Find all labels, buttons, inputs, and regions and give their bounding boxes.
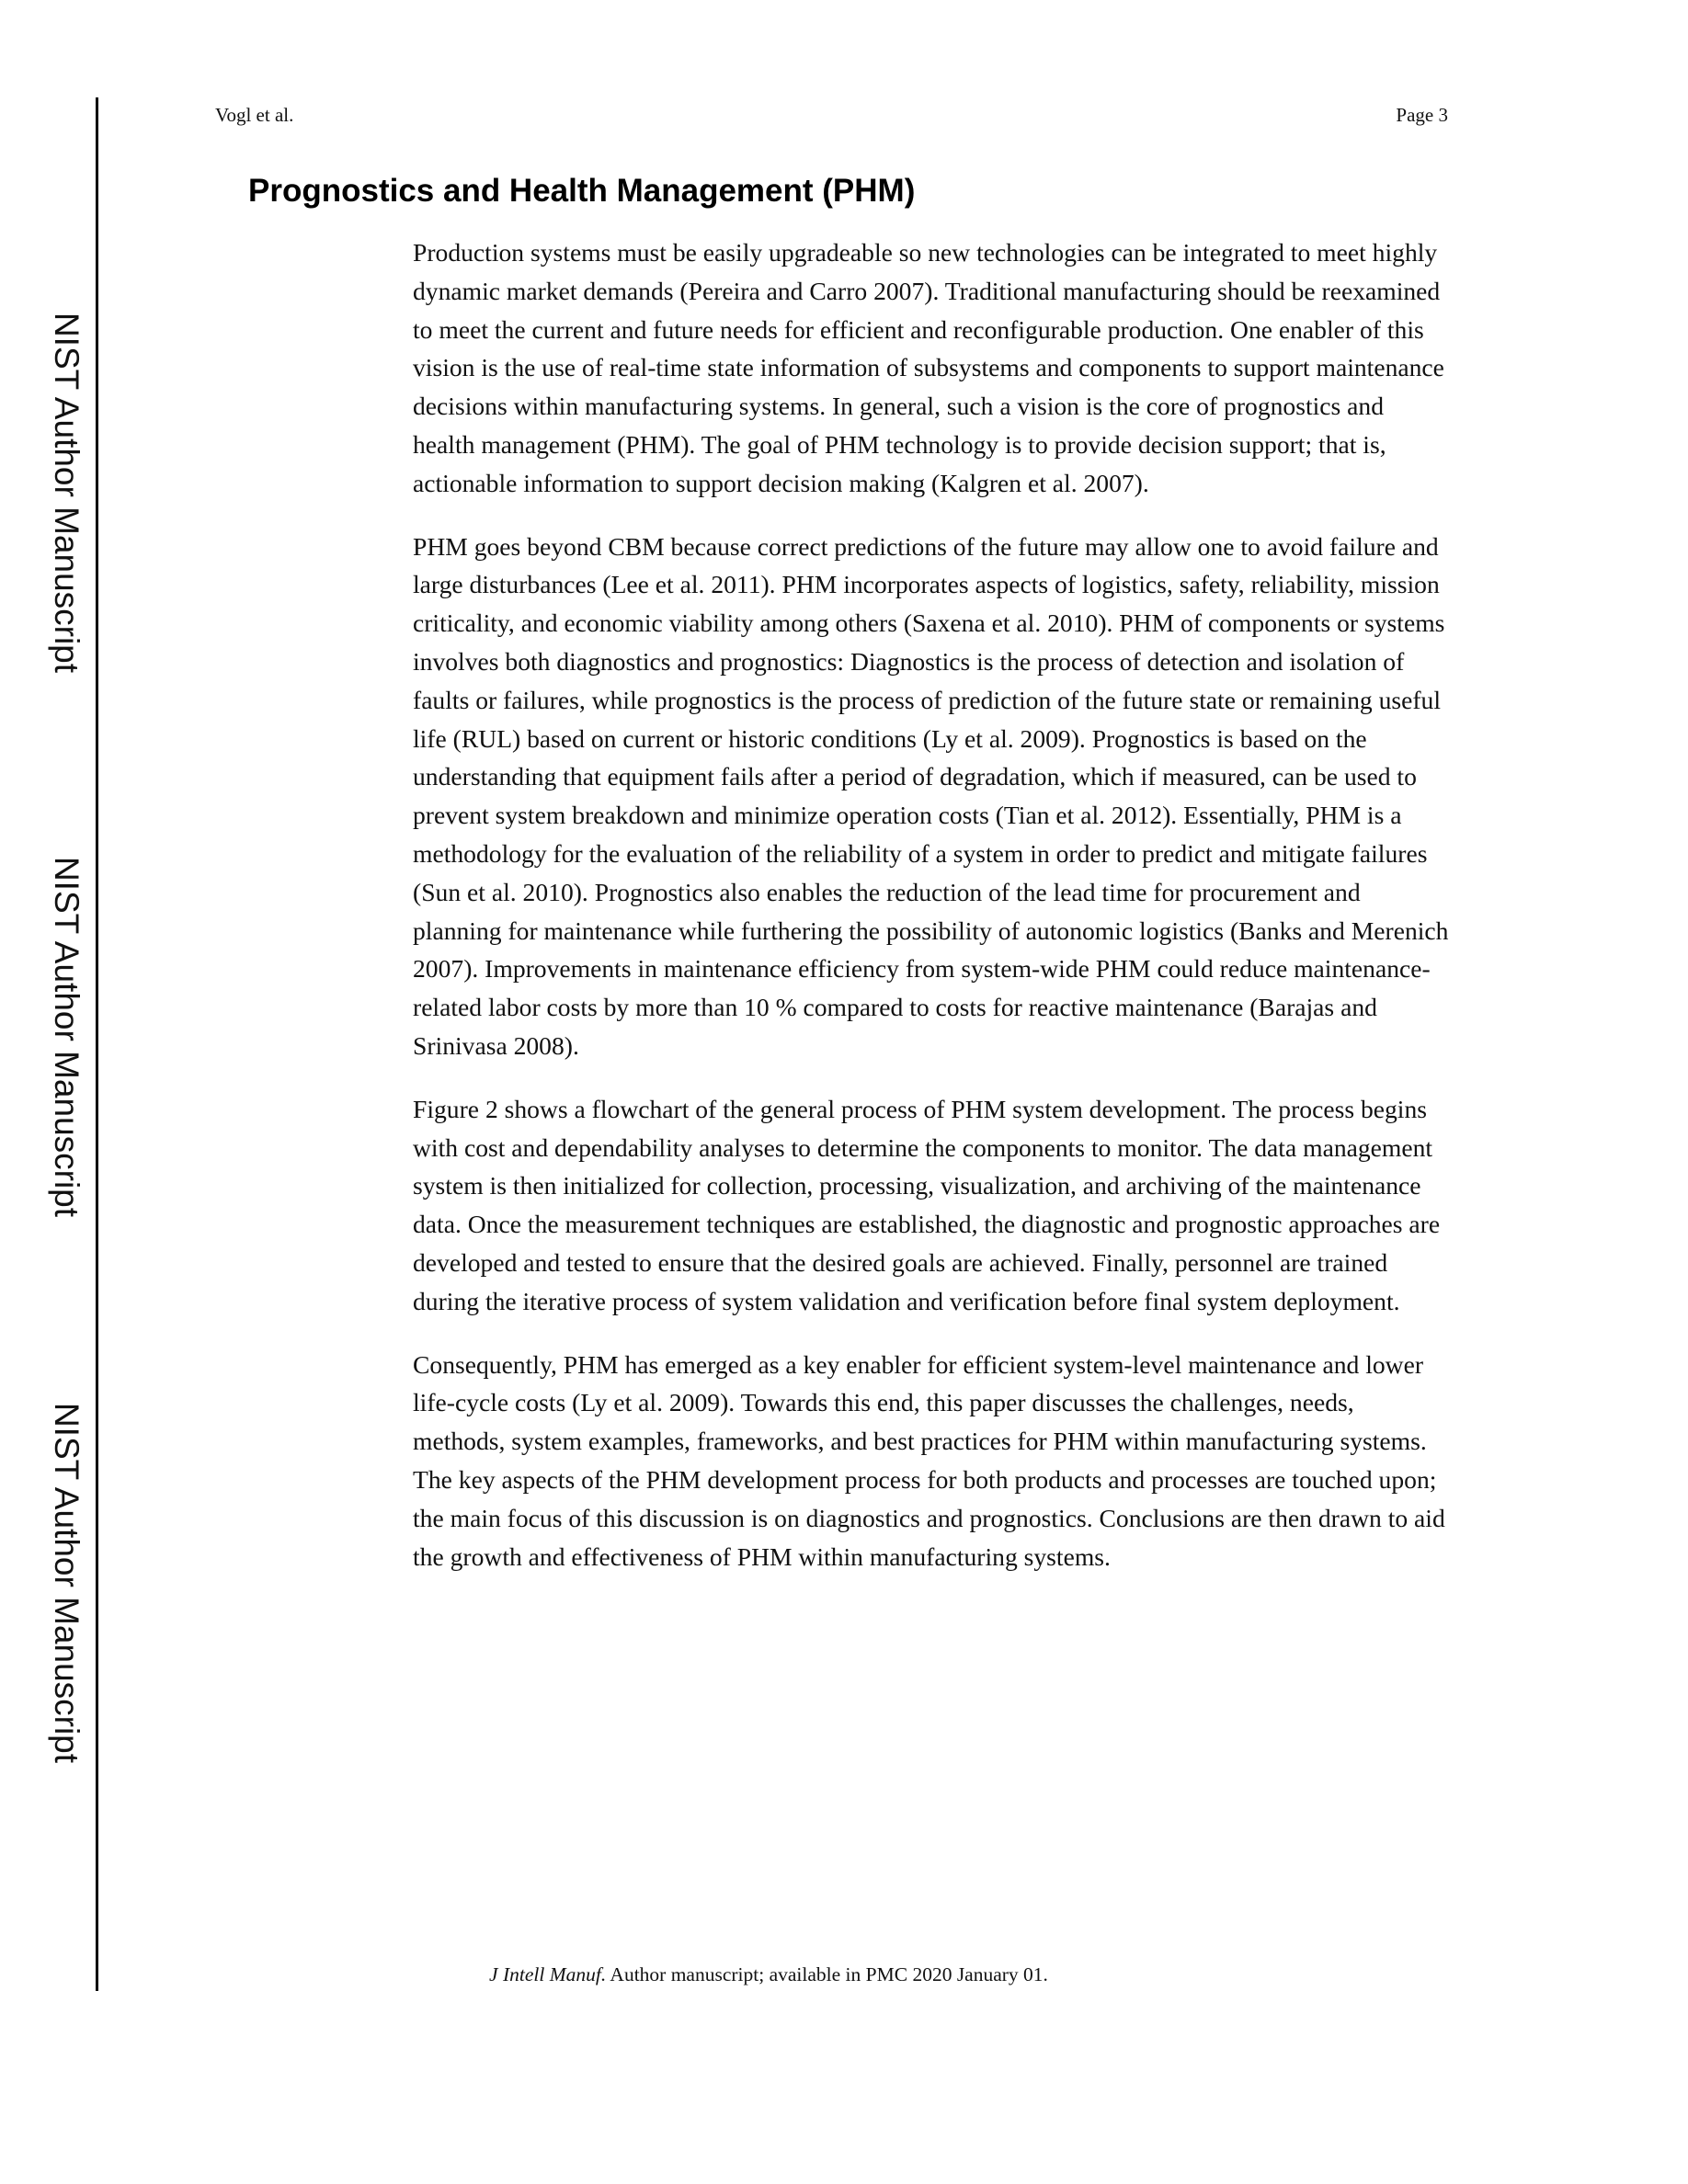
paragraph: Production systems must be easily upgradeable so new technologies can be integrated to meet highly dynamic market demands (Pereira and Carro 2007). Traditional manufacturing should be reexamined to meet the current and future needs for efficient and reconfigurable production. One enabler of this vision is the use of real-time state information of subsystems and components to support maintenance decisions within manufacturing systems. In general, such a vision is the core of prognostics and health management (PHM). The goal of PHM technology is to provide decision support; that is, actionable information to support decision making (Kalgren et al. 2007). xyxy=(413,238,1444,497)
journal-name: J Intell Manuf. xyxy=(489,1963,607,1985)
sidebar-label-text: NIST Author Manuscript xyxy=(48,856,86,1218)
page-number: Page 3 xyxy=(1396,104,1448,126)
sidebar-label-text: NIST Author Manuscript xyxy=(48,312,86,674)
sidebar-label-text: NIST Author Manuscript xyxy=(48,1402,86,1764)
paragraph: PHM goes beyond CBM because correct predictions of the future may allow one to avoid failure and large disturbances (Lee et al. 2011). PHM incorporates aspects of logistics, safety, reliability, mission criticality, and economic viability among others (Saxena et al. 2010). PHM of components or systems involves both diagnostics and prognostics: Diagnostics is the process of detection and isolation of faults or failures, while prognostics is the process of prediction of the future state or remaining useful life (RUL) based on current or historic conditions (Ly et al. 2009). Prognostics is based on the understanding that equipment fails after a period of degradation, which if measured, can be used to prevent system breakdown and minimize operation costs (Tian et al. 2012). Essentially, PHM is a methodology for the evaluation of the reliability of a system in order to predict and mitigate failures (Sun et al. 2010). Prognostics also enables the reduction of the lead time for procurement and planning for maintenance while furthering the possibility of autonomic logistics (Banks and Merenich 2007). Improvements in maintenance efficiency from system-wide PHM could reduce maintenance-related labor costs by more than 10 % compared to costs for reactive maintenance (Barajas and Srinivasa 2008). xyxy=(413,531,1449,1060)
body-text xyxy=(413,233,1452,1600)
running-head-authors: Vogl et al. xyxy=(215,104,294,126)
paragraph: Consequently, PHM has emerged as a key enabler for efficient system-level maintenance and lower life-cycle costs (Ly et al. 2009). Towards this end, this paper discusses the challenges, needs, methods, system examples, frameworks, and best practices for PHM within manufacturing systems. The key aspects of the PHM development process for both products and processes are touched upon; the main focus of this discussion is on diagnostics and prognostics. Conclusions are then drawn to aid the growth and effectiveness of PHM within manufacturing systems. xyxy=(413,1349,1445,1571)
footer-text: Author manuscript; available in PMC 2020 January 01. xyxy=(606,1963,1048,1985)
section-heading: Prognostics and Health Management (PHM) xyxy=(248,173,916,209)
page-footer xyxy=(0,1963,1537,1986)
margin-rule xyxy=(96,97,98,1991)
paragraph: Figure 2 shows a flowchart of the general process of PHM system development. The process begins with cost and dependability analyses to determine the components to monitor. The data management system is then initialized for collection, processing, visualization, and archiving of the maintenance data. Once the measurement techniques are established, the diagnostic and prognostic approaches are developed and tested to ensure that the desired goals are achieved. Finally, personnel are trained during the iterative process of system validation and verification before final system deployment. xyxy=(413,1094,1441,1315)
